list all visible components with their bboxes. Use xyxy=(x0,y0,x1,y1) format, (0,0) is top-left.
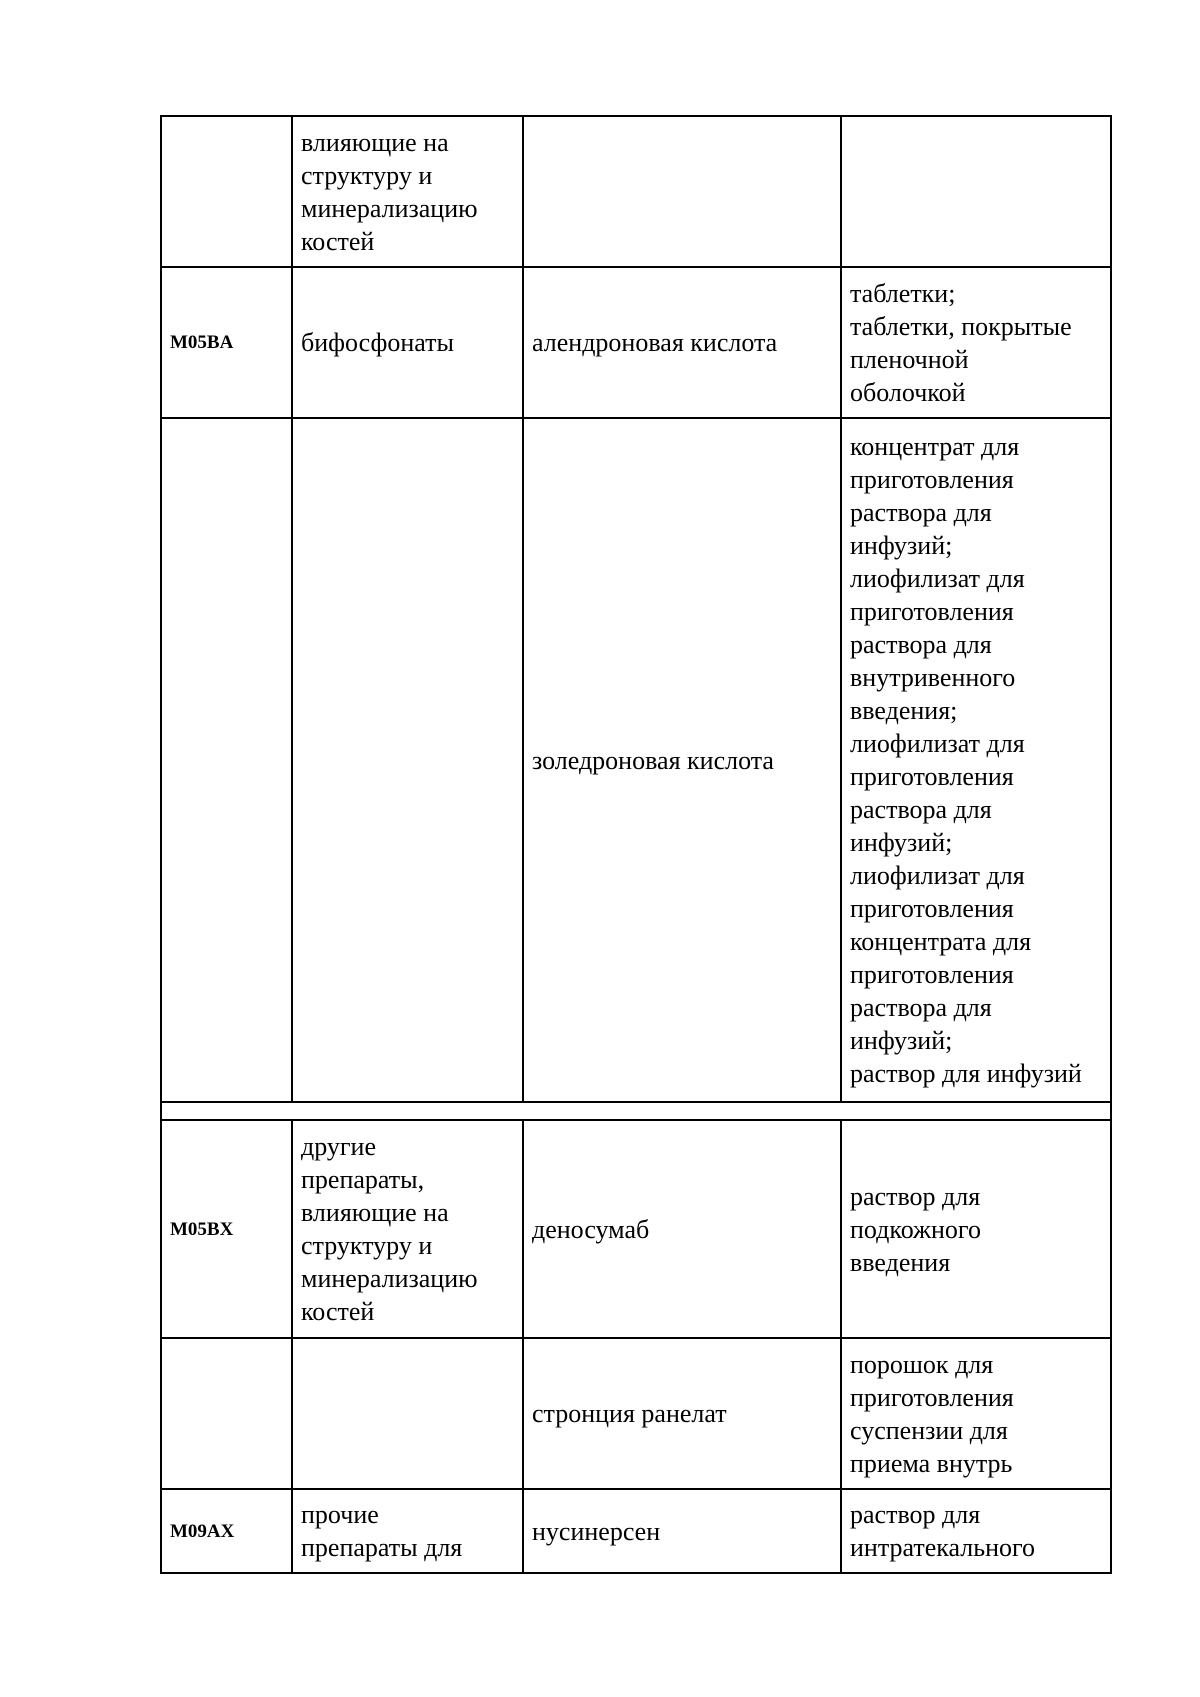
medication-table xyxy=(160,115,1112,1574)
substance-cell: деносумаб xyxy=(523,1120,841,1338)
group-cell: прочие препараты для xyxy=(292,1489,523,1573)
table-row xyxy=(161,1489,1111,1573)
dosage-form-cell: раствор для интратекального xyxy=(841,1489,1111,1573)
dosage-form-cell: концентрат для приготовления раствора для инфузий; лиофилизат для приготовления раствора для внутривенного введения; лиофилизат для приготовления раствора для инфузий; лиофилизат для приготовления концентрата для приготовления раствора для инфузий; раствор для инфузий xyxy=(841,418,1111,1102)
substance-cell: стронция ранелат xyxy=(523,1338,841,1489)
substance-cell: нусинерсен xyxy=(523,1489,841,1573)
group-cell: бифосфонаты xyxy=(292,267,523,418)
table-row xyxy=(161,1338,1111,1489)
dosage-form-cell: порошок для приготовления суспензии для приема внутрь xyxy=(841,1338,1111,1489)
dosage-form-cell: таблетки; таблетки, покрытые пленочной оболочкой xyxy=(841,267,1111,418)
substance-cell: алендроновая кислота xyxy=(523,267,841,418)
table-row xyxy=(161,418,1111,1102)
table-row xyxy=(161,267,1111,418)
group-cell: другие препараты, влияющие на структуру и минерализацию костей xyxy=(292,1120,523,1338)
group-cell: влияющие на структуру и минерализацию костей xyxy=(292,116,523,267)
atc-code-cell xyxy=(161,116,292,267)
table-row xyxy=(161,116,1111,267)
table-spacer-row xyxy=(161,1102,1111,1120)
atc-code-cell: M05BA xyxy=(161,267,292,418)
spacer-cell xyxy=(161,1102,1111,1120)
substance-cell xyxy=(523,116,841,267)
group-cell xyxy=(292,1338,523,1489)
atc-code-cell xyxy=(161,1338,292,1489)
dosage-form-cell xyxy=(841,116,1111,267)
substance-cell: золедроновая кислота xyxy=(523,418,841,1102)
atc-code-cell: M09AX xyxy=(161,1489,292,1573)
group-cell xyxy=(292,418,523,1102)
table-row xyxy=(161,1120,1111,1338)
dosage-form-cell: раствор для подкожного введения xyxy=(841,1120,1111,1338)
atc-code-cell xyxy=(161,418,292,1102)
atc-code-cell: M05BX xyxy=(161,1120,292,1338)
